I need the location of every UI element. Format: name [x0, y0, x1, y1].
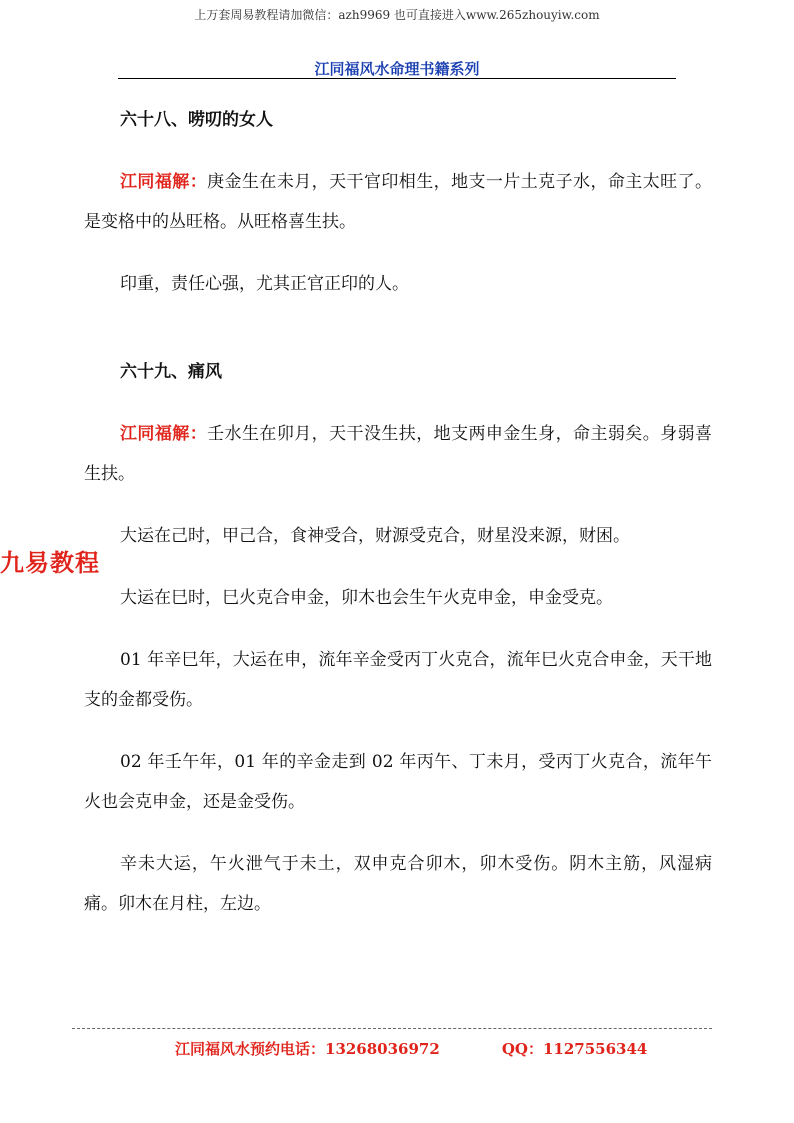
lead-text: 庚金生在未月，天干官印相生，地支一片土克子水，命主太旺了。是变格中的丛旺格。从旺格喜生扶。: [84, 172, 713, 232]
paragraph: 大运在己时，甲己合，食神受合，财源受克合，财星没来源，财困。: [120, 526, 630, 546]
top-note: 上万套周易教程请加微信：azh9969 也可直接进入www.265zhouyiw.com: [194, 8, 600, 22]
paragraph: 01 年辛巳年，大运在申，流年辛金受丙丁火克合，流年巳火克合申金，天干地支的金都受伤。: [84, 650, 712, 710]
watermark-logo: 九易教程: [0, 549, 100, 577]
lead-text: 壬水生在卯月，天干没生扶，地支两申金生身，命主弱矣。身弱喜生扶。: [84, 424, 713, 484]
footer-qq: QQ：1127556344: [501, 1040, 648, 1058]
paragraph: 02 年壬午年，01 年的辛金走到 02 年丙午、丁未月，受丙丁火克合，流年午火也会克申金，还是金受伤。: [84, 752, 712, 812]
header-rule: [118, 78, 676, 79]
section-heading-69: 六十九、痛风: [120, 362, 222, 382]
paragraph-69-analysis: [84, 414, 712, 494]
lead-label: 江同福解：: [120, 424, 208, 444]
footer-phone: 江同福风水预约电话：13268036972: [175, 1040, 440, 1058]
footer: [175, 1038, 647, 1059]
paragraph: 辛未大运，午火泄气于未土，双申克合卯木，卯木受伤。阴木主筋，风湿病痛。卯木在月柱，左边。: [84, 854, 712, 914]
lead-label: 江同福解：: [120, 172, 208, 192]
paragraph: 印重，责任心强，尤其正官正印的人。: [120, 274, 409, 294]
paragraph: 大运在巳时，巳火克合申金，卯木也会生午火克申金，申金受克。: [120, 588, 613, 608]
section-heading-68: 六十八、唠叨的女人: [120, 110, 273, 130]
footer-rule: [72, 1028, 712, 1029]
document-body: [84, 100, 712, 924]
header-title: 江同福风水命理书籍系列: [314, 60, 480, 78]
paragraph-68-analysis: [84, 162, 712, 242]
